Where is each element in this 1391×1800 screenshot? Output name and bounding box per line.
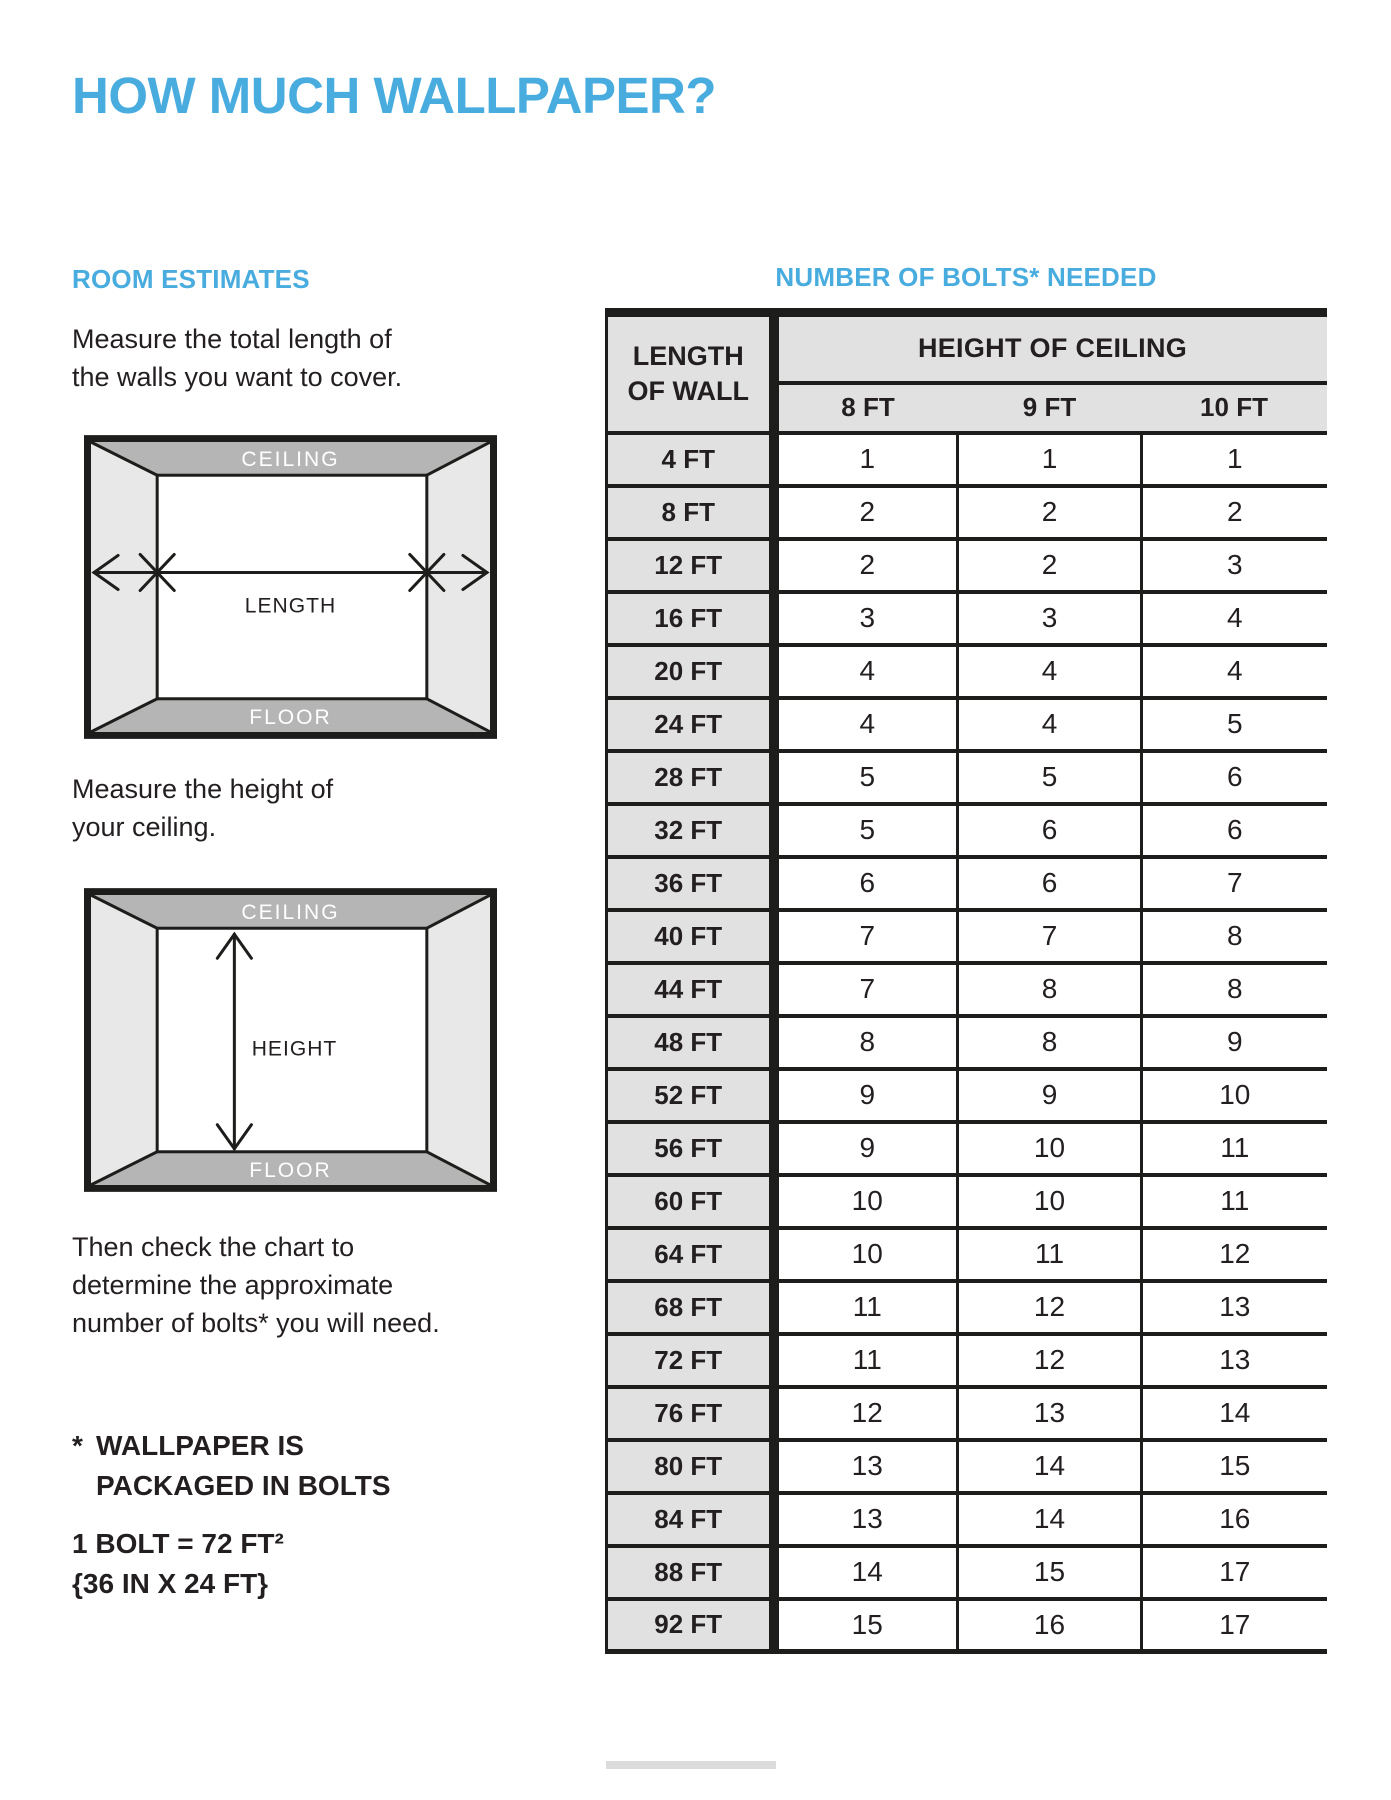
left-wall	[91, 442, 157, 732]
table-bottom-gray-strip	[606, 1761, 776, 1769]
table-row	[607, 804, 1327, 857]
bolts-value: 11	[1142, 1122, 1327, 1175]
bolts-value: 1	[1142, 433, 1327, 486]
bolts-value: 8	[774, 1016, 958, 1069]
bolts-value: 10	[958, 1175, 1142, 1228]
bolt-def-line1: 1 BOLT = 72 FT²	[72, 1528, 284, 1559]
left-wall	[91, 895, 157, 1185]
bolts-value: 13	[958, 1387, 1142, 1440]
bolt-definition	[72, 1524, 284, 1604]
bolts-value: 12	[1142, 1228, 1327, 1281]
row-length-label: 84 FT	[607, 1493, 774, 1546]
table-row	[607, 1334, 1327, 1387]
bolts-value: 2	[958, 539, 1142, 592]
height-label: HEIGHT	[251, 1037, 338, 1061]
bolts-value: 1	[958, 433, 1142, 486]
bolts-value: 13	[774, 1440, 958, 1493]
row-length-label: 24 FT	[607, 698, 774, 751]
bolts-value: 17	[1142, 1546, 1327, 1599]
bolts-value: 5	[774, 804, 958, 857]
room-estimates-heading: ROOM ESTIMATES	[72, 264, 310, 294]
table-row	[607, 486, 1327, 539]
row-length-label: 48 FT	[607, 1016, 774, 1069]
bolts-value: 12	[958, 1281, 1142, 1334]
page-title: HOW MUCH WALLPAPER?	[72, 67, 716, 124]
height-of-ceiling-header: HEIGHT OF CEILING	[774, 313, 1327, 383]
row-length-label: 64 FT	[607, 1228, 774, 1281]
bolt-def-line2: {36 IN X 24 FT}	[72, 1568, 269, 1599]
table-row	[607, 963, 1327, 1016]
bolts-value: 4	[958, 645, 1142, 698]
step1-line2: the walls you want to cover.	[72, 362, 403, 392]
bolts-value: 8	[958, 963, 1142, 1016]
table-row	[607, 698, 1327, 751]
bolts-value: 9	[1142, 1016, 1327, 1069]
row-length-label: 20 FT	[607, 645, 774, 698]
right-wall	[427, 442, 490, 732]
table-row	[607, 1122, 1327, 1175]
bolts-value: 4	[1142, 645, 1327, 698]
ceiling-label: CEILING	[241, 901, 340, 925]
length-of-wall-line1: LENGTH	[632, 340, 744, 371]
table-row	[607, 1387, 1327, 1440]
step3-line2: determine the approximate	[72, 1270, 394, 1300]
table-row	[607, 592, 1327, 645]
table-row	[607, 433, 1327, 486]
table-row	[607, 1599, 1327, 1652]
step2-line2: your ceiling.	[72, 812, 217, 842]
header-row-group	[607, 313, 1327, 383]
bolts-value: 11	[958, 1228, 1142, 1281]
bolts-value: 8	[1142, 910, 1327, 963]
bolts-value: 2	[1142, 486, 1327, 539]
table-row	[607, 1493, 1327, 1546]
bolts-value: 4	[774, 698, 958, 751]
bolts-value: 4	[958, 698, 1142, 751]
bolts-value: 14	[1142, 1387, 1327, 1440]
right-wall	[427, 895, 490, 1185]
bolts-value: 4	[774, 645, 958, 698]
row-length-label: 60 FT	[607, 1175, 774, 1228]
bolts-value: 5	[1142, 698, 1327, 751]
row-length-label: 68 FT	[607, 1281, 774, 1334]
bolts-table	[605, 308, 1327, 1654]
bolts-value: 16	[1142, 1493, 1327, 1546]
floor-label: FLOOR	[249, 705, 332, 729]
bolts-value: 7	[774, 910, 958, 963]
table-row	[607, 1546, 1327, 1599]
table-row	[607, 857, 1327, 910]
row-length-label: 80 FT	[607, 1440, 774, 1493]
bolts-value: 13	[774, 1493, 958, 1546]
column-header-8ft: 8 FT	[774, 383, 958, 433]
bolts-value: 9	[774, 1122, 958, 1175]
step3-line1: Then check the chart to	[72, 1232, 355, 1262]
bolts-value: 9	[774, 1069, 958, 1122]
bolts-value: 7	[774, 963, 958, 1016]
bolts-footnote	[72, 1426, 391, 1506]
row-length-label: 8 FT	[607, 486, 774, 539]
bolts-value: 12	[774, 1387, 958, 1440]
table-row	[607, 1069, 1327, 1122]
bolts-value: 6	[958, 804, 1142, 857]
table-row	[607, 1175, 1327, 1228]
step1-line1: Measure the total length of	[72, 324, 392, 354]
bolts-value: 7	[958, 910, 1142, 963]
bolts-value: 6	[1142, 751, 1327, 804]
bolts-value: 5	[774, 751, 958, 804]
column-header-9ft: 9 FT	[958, 383, 1142, 433]
bolts-table-body	[607, 433, 1327, 1652]
row-length-label: 92 FT	[607, 1599, 774, 1652]
table-row	[607, 1281, 1327, 1334]
step1-instruction	[72, 320, 402, 396]
bolts-value: 5	[958, 751, 1142, 804]
table-row	[607, 910, 1327, 963]
bolts-value: 13	[1142, 1281, 1327, 1334]
bolts-value: 16	[958, 1599, 1142, 1652]
bolts-value: 8	[1142, 963, 1327, 1016]
ceiling-label: CEILING	[241, 448, 340, 472]
row-length-label: 16 FT	[607, 592, 774, 645]
bolts-value: 2	[774, 539, 958, 592]
bolts-value: 10	[774, 1175, 958, 1228]
row-length-label: 72 FT	[607, 1334, 774, 1387]
step3-instruction	[72, 1228, 440, 1342]
bolts-value: 12	[958, 1334, 1142, 1387]
bolts-value: 10	[1142, 1069, 1327, 1122]
table-row	[607, 1440, 1327, 1493]
step2-line1: Measure the height of	[72, 774, 334, 804]
bolts-value: 6	[1142, 804, 1327, 857]
bolts-value: 11	[774, 1334, 958, 1387]
bolts-value: 3	[774, 592, 958, 645]
bolts-value: 11	[1142, 1175, 1327, 1228]
bolts-value: 14	[774, 1546, 958, 1599]
bolts-value: 10	[958, 1122, 1142, 1175]
bolts-value: 15	[958, 1546, 1142, 1599]
bolts-value: 6	[774, 857, 958, 910]
bolts-value: 6	[958, 857, 1142, 910]
bolts-value: 3	[1142, 539, 1327, 592]
table-row	[607, 645, 1327, 698]
step3-line3: number of bolts* you will need.	[72, 1308, 440, 1338]
bolts-value: 14	[958, 1493, 1142, 1546]
table-row	[607, 751, 1327, 804]
bolts-value: 7	[1142, 857, 1327, 910]
row-length-label: 44 FT	[607, 963, 774, 1016]
asterisk: *	[72, 1430, 83, 1461]
footnote-line1: WALLPAPER IS	[96, 1430, 304, 1461]
room-height-diagram	[84, 888, 497, 1192]
row-length-label: 32 FT	[607, 804, 774, 857]
column-header-10ft: 10 FT	[1142, 383, 1327, 433]
bolts-value: 17	[1142, 1599, 1327, 1652]
bolts-value: 2	[958, 486, 1142, 539]
back-wall	[157, 475, 427, 699]
floor-label: FLOOR	[249, 1158, 332, 1182]
row-length-label: 28 FT	[607, 751, 774, 804]
bolts-value: 14	[958, 1440, 1142, 1493]
step2-instruction	[72, 770, 333, 846]
length-of-wall-header	[607, 313, 774, 433]
bolts-value: 11	[774, 1281, 958, 1334]
length-label: LENGTH	[244, 594, 337, 618]
room-length-diagram	[84, 435, 497, 739]
row-length-label: 40 FT	[607, 910, 774, 963]
row-length-label: 4 FT	[607, 433, 774, 486]
row-length-label: 12 FT	[607, 539, 774, 592]
bolts-value: 2	[774, 486, 958, 539]
bolts-value: 1	[774, 433, 958, 486]
row-length-label: 56 FT	[607, 1122, 774, 1175]
row-length-label: 88 FT	[607, 1546, 774, 1599]
bolts-needed-heading: NUMBER OF BOLTS* NEEDED	[775, 262, 1157, 292]
row-length-label: 52 FT	[607, 1069, 774, 1122]
bolts-value: 3	[958, 592, 1142, 645]
table-row	[607, 539, 1327, 592]
bolts-value: 8	[958, 1016, 1142, 1069]
row-length-label: 36 FT	[607, 857, 774, 910]
bolts-value: 13	[1142, 1334, 1327, 1387]
bolts-value: 4	[1142, 592, 1327, 645]
bolts-value: 15	[1142, 1440, 1327, 1493]
bolts-value: 15	[774, 1599, 958, 1652]
bolts-value: 9	[958, 1069, 1142, 1122]
table-row	[607, 1228, 1327, 1281]
bolts-value: 10	[774, 1228, 958, 1281]
length-of-wall-line2: OF WALL	[627, 375, 749, 406]
table-row	[607, 1016, 1327, 1069]
footnote-line2: PACKAGED IN BOLTS	[96, 1470, 391, 1501]
row-length-label: 76 FT	[607, 1387, 774, 1440]
